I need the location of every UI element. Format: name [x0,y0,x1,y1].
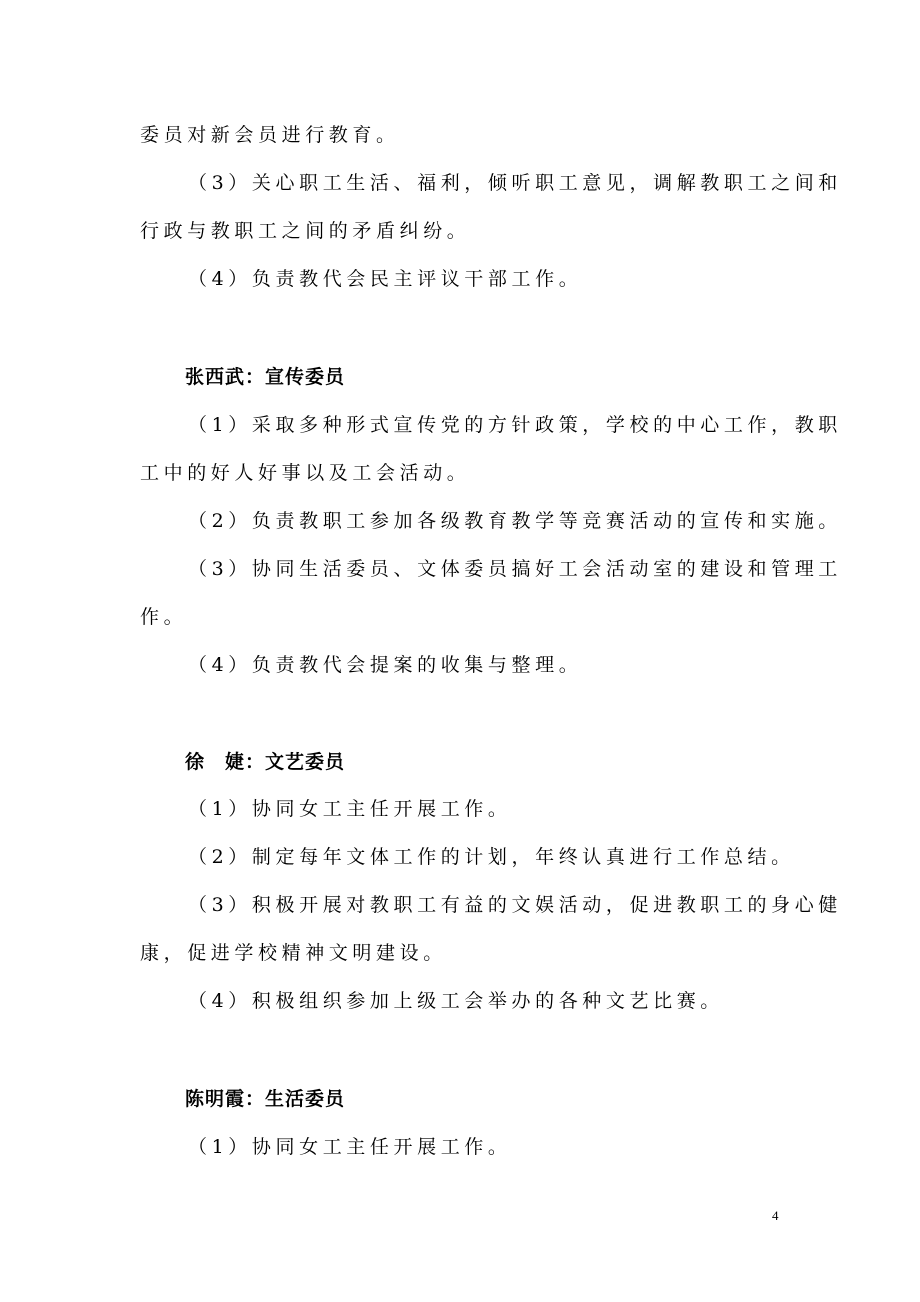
zhang-item-1-line-1: （1）采取多种形式宣传党的方针政策，学校的中心工作，教职 [188,414,842,436]
intro-item-3-line-1: （3）关心职工生活、福利，倾听职工意见，调解教职工之间和 [188,172,842,194]
zhang-item-1-line-2: 工中的好人好事以及工会活动。 [140,462,471,484]
intro-item-4: （4）负责教代会民主评议干部工作。 [188,268,583,290]
xu-item-1: （1）协同女工主任开展工作。 [188,798,512,820]
chen-item-1: （1）协同女工主任开展工作。 [188,1136,512,1158]
xu-item-4: （4）积极组织参加上级工会举办的各种文艺比赛。 [188,990,724,1012]
xu-item-3-line-1: （3）积极开展对教职工有益的文娱活动，促进教职工的身心健 [188,894,842,916]
xu-item-3-line-2: 康，促进学校精神文明建设。 [140,942,447,964]
page-number: 4 [772,1208,779,1223]
section-heading-zhang: 张西武：宣传委员 [185,366,346,388]
intro-line-1: 委员对新会员进行教育。 [140,124,400,146]
zhang-item-2: （2）负责教职工参加各级教育教学等竞赛活动的宣传和实施。 [188,510,842,532]
section-heading-xu: 徐 婕：文艺委员 [185,751,346,773]
zhang-item-4: （4）负责教代会提案的收集与整理。 [188,654,583,676]
xu-item-2: （2）制定每年文体工作的计划，年终认真进行工作总结。 [188,846,795,868]
zhang-item-3-line-2: 作。 [140,606,188,628]
section-heading-chen: 陈明霞：生活委员 [185,1088,346,1110]
intro-item-3-line-2: 行政与教职工之间的矛盾纠纷。 [140,220,471,242]
zhang-item-3-line-1: （3）协同生活委员、文体委员搞好工会活动室的建设和管理工 [188,558,842,580]
